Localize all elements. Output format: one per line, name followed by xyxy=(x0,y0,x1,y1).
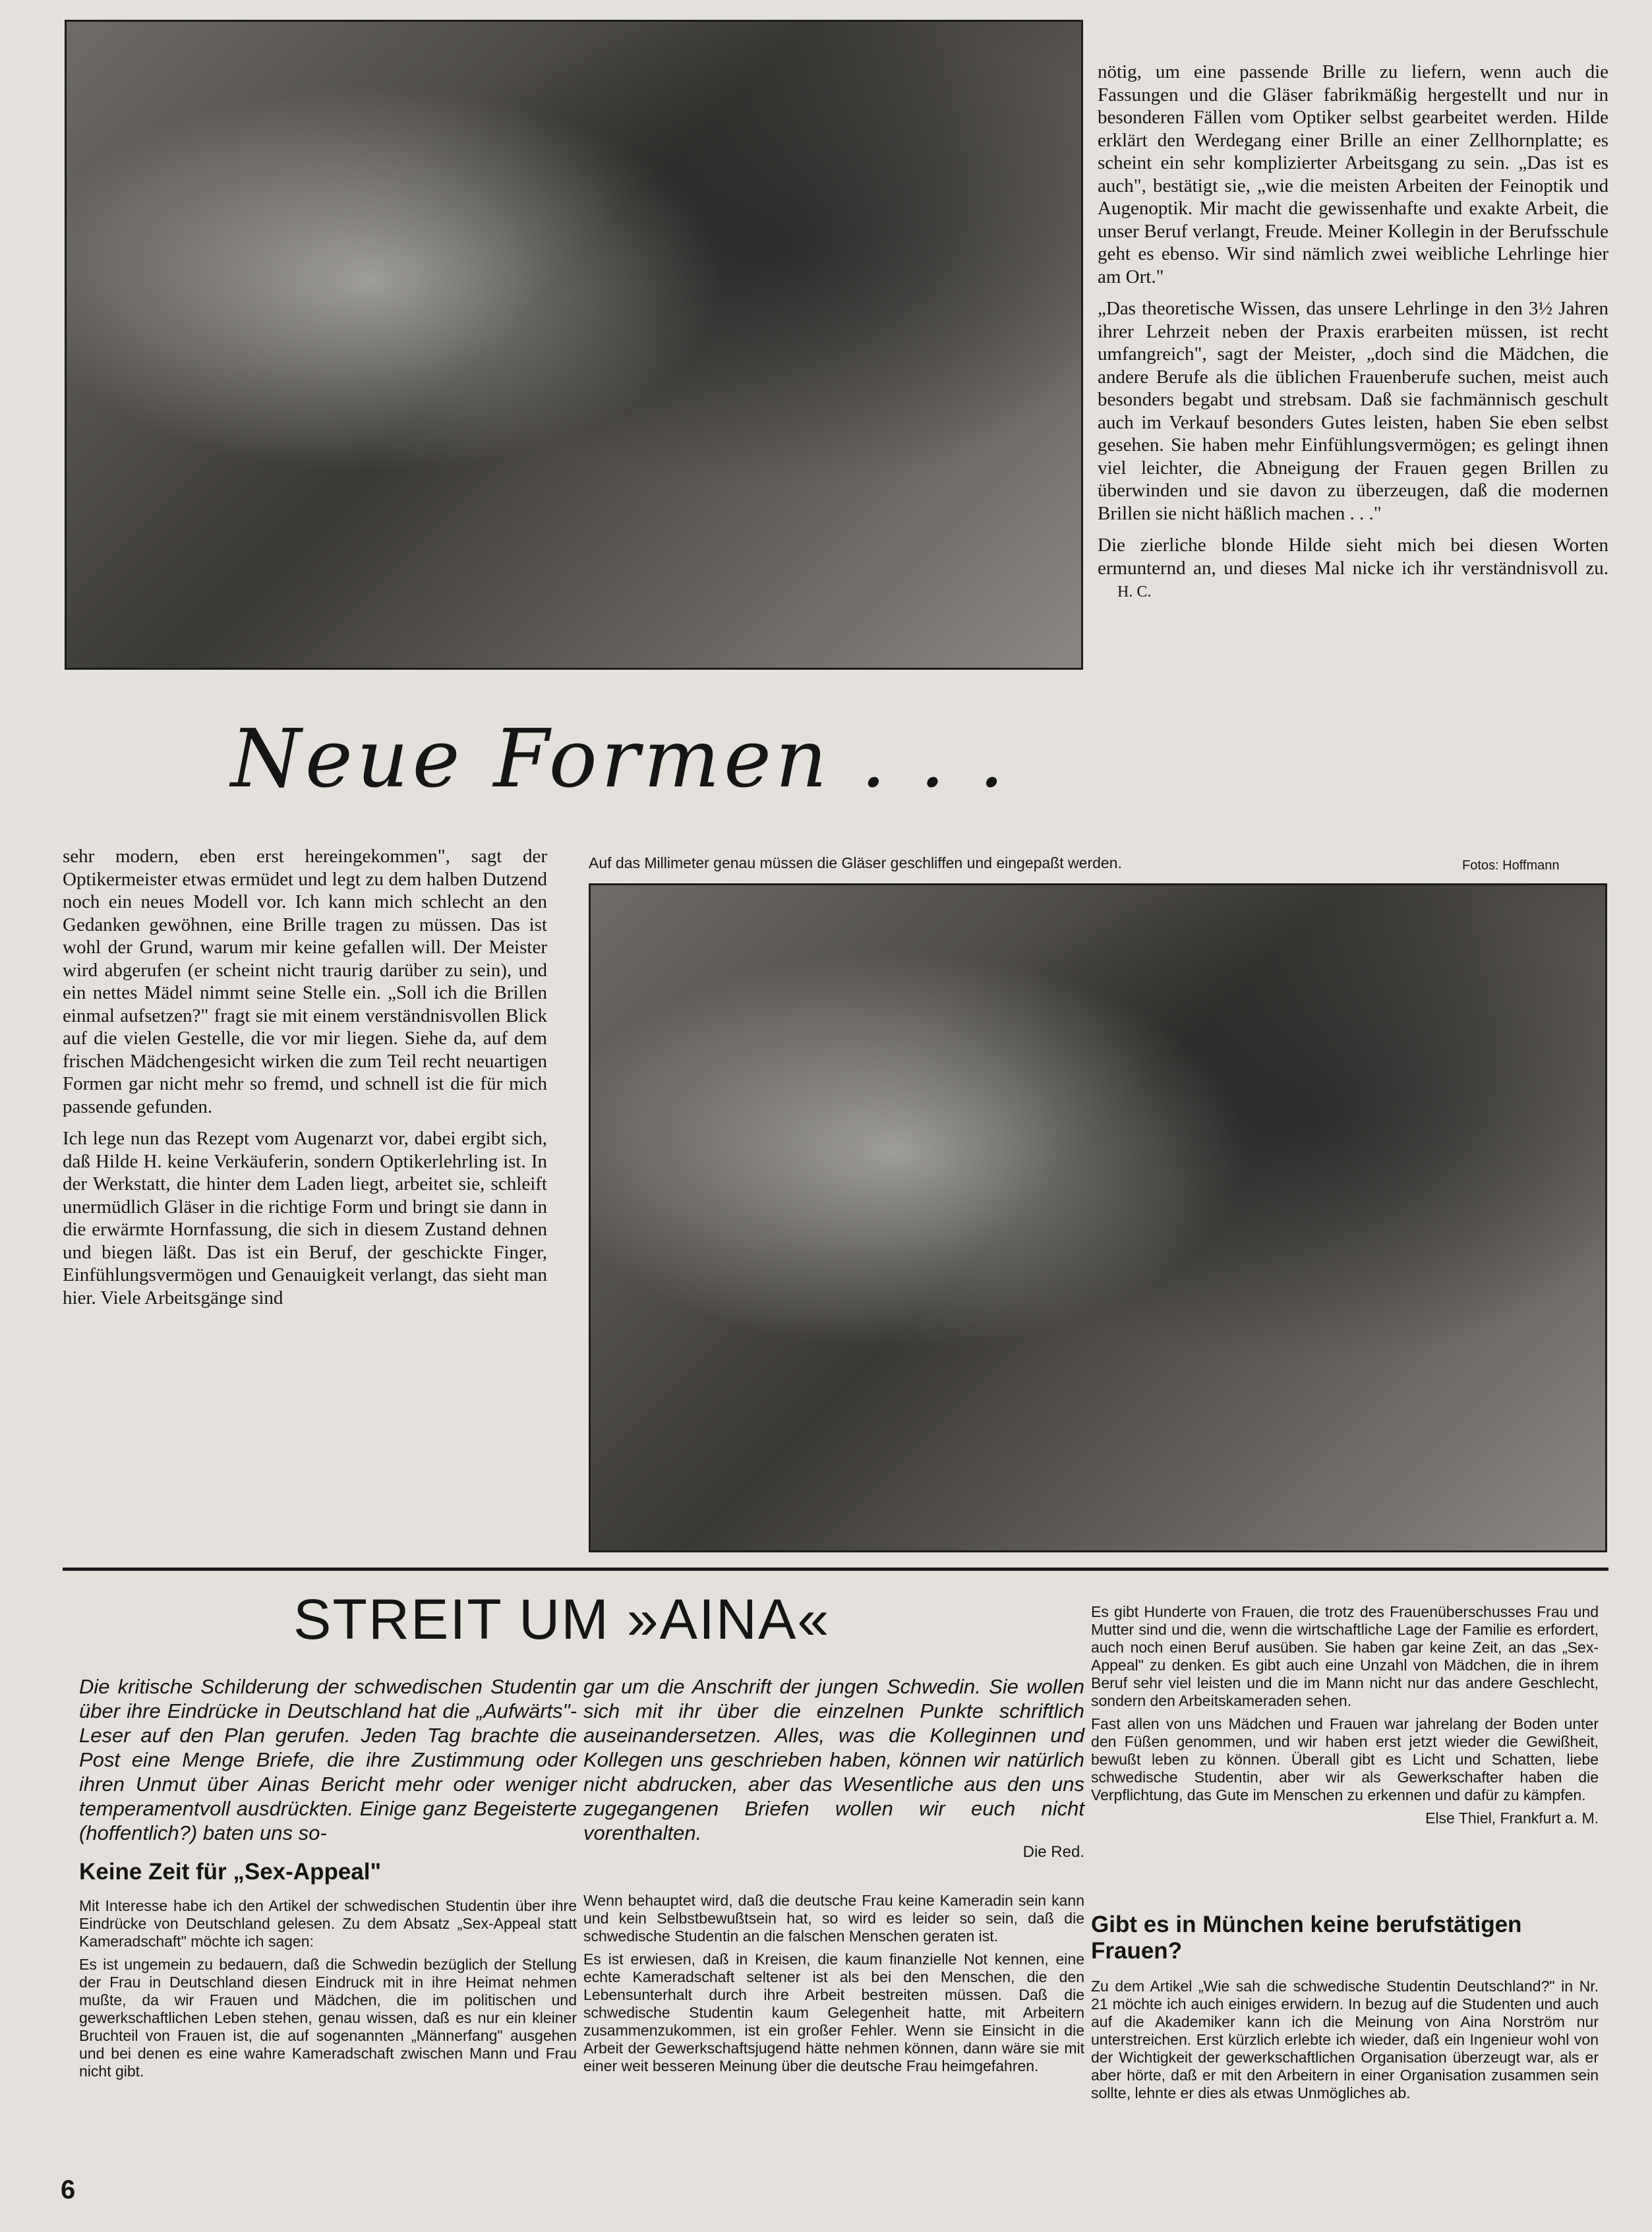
paragraph: Die zierliche blonde Hilde sieht mich bei diesen Worten ermunternd an, und dieses Mal nicke ich ihr verständnisvoll zu. H. C. xyxy=(1098,535,1608,601)
page-number: 6 xyxy=(61,2175,76,2204)
streit-intro-left: Die kritische Schilderung der schwedischen Studentin über ihre Eindrücke in Deutschland hat die „Aufwärts"-Leser auf den Plan gerufen. Jeden Tag brachte die Post eine Menge Briefe, die ihre Zustimmung oder ihren Unmut über Ainas Bericht mehr oder weniger temperamentvoll ausdrückten. Einige ganz Begeisterte (hoffentlich?) baten uns so- xyxy=(79,1675,577,1844)
editor-signature: Die Red. xyxy=(1022,1843,1084,1861)
paragraph: Mit Interesse habe ich den Artikel der schwedischen Studentin über ihre Eindrücke von Deutschland gelesen. Zu dem Absatz „Sex-Appeal statt Kameradschaft" möchte ich sagen: xyxy=(79,1897,577,1950)
paragraph: Es ist ungemein zu bedauern, daß die Schwedin bezüglich der Stellung der Frau in Deutschland diesen Eindruck mit in ihre Heimat nehmen mußte, da wir Frauen und Mädchen, die im politischen und gewerkschaftlichen Leben stehen, genau wissen, daß es nur ein kleiner Bruchteil von Frauen ist, die auf sogenannten „Männerfang" ausgehen und bei denen es eine wahre Kameradschaft zwischen Mann und Frau nicht gibt. xyxy=(79,1956,577,2080)
section-divider xyxy=(63,1568,1608,1571)
paragraph: Wenn behauptet wird, daß die deutsche Frau keine Kameradin sein kann und kein Selbstbewußtsein hat, so wird es leider so sein, daß die schwedische Studentin an die falschen Menschen geraten ist. xyxy=(583,1892,1084,1945)
letter4-text xyxy=(1091,1978,1599,2107)
paragraph: Es gibt Hunderte von Frauen, die trotz des Frauenüberschusses Frau und Mutter sind und die, wenn die wirtschaftliche Lage der Familie es erfordert, auch noch einen Beruf ausüben. Sie haben gar keine Zeit, an das „Sex-Appeal" zu denken. Es gibt auch eine Unzahl von Mädchen, die in ihrem Beruf sehr viel leisten und die im Mann nicht nur das andere Geschlecht, sondern den Arbeitskameraden sehen. xyxy=(1091,1603,1599,1709)
paragraph: „Das theoretische Wissen, das unsere Lehrlinge in den 3½ Jahren ihrer Lehrzeit neben der Praxis erarbeiten müssen, ist recht umfangreich", sagt der Meister, „doch sind die Mädchen, die andere Berufe als die üblichen Frauenberufe suchen, meist auch besonders begabt und strebsam. Daß sie fachmännisch geschult auch im Verkauf besonders Gutes leisten, haben Sie eben selbst gesehen. Sie haben mehr Einfühlungsvermögen; es gelingt ihnen viel leichter, die Abneigung der Frauen gegen Brillen zu überwinden und sie davon zu überzeugen, daß die modernen Brillen sie nicht häßlich machen . . ." xyxy=(1098,298,1608,524)
paragraph: nötig, um eine passende Brille zu liefern, wenn auch die Fassungen und die Gläser fabrikmäßig hergestellt und nur in besonderen Fällen vom Optiker selbst gearbeitet werden. Hilde erklärt den Werdegang einer Brille an einer Zellhornplatte; es scheint ein sehr komplizierter Arbeitsgang zu sein. „Das ist es auch", bestätigt sie, „wie die meisten Arbeiten der Feinoptik und Augenoptik. Mir macht die gewissenhafte und exakte Arbeit, die unser Beruf verlangt, Freude. Meiner Kollegin in der Berufsschule geht es ebenso. Wir sind nämlich zwei weibliche Lehrlinge hier am Ort." xyxy=(1098,61,1608,287)
photo-lens-grinding-apprentices xyxy=(589,883,1607,1552)
streit-intro-mid: gar um die Anschrift der jungen Schwedin. Sie wollen sich mit ihr über die einzelnen Punkte schriftlich auseinandersetzen. Alles, was die Kolleginnen und Kollegen uns geschrieben haben, können wir natürlich nicht abdrucken, aber das Wesentliche aus den uns zugegangenen Briefen wollen wir euch nicht vorenthalten. Die Red. xyxy=(583,1674,1084,1864)
letter3-text xyxy=(1091,1603,1599,1827)
paragraph: sehr modern, eben erst hereingekommen", sagt der Optikermeister etwas ermüdet und legt zu dem halben Dutzend noch ein neues Modell vor. Ich kann mich schlecht an den Gedanken gewöhnen, eine Brille tragen zu müssen. Das ist wohl der Grund, warum mir keine gefallen will. Der Meister wird abgerufen (er scheint nicht traurig darüber zu sein), und ein nettes Mädel nimmt seine Stelle ein. „Soll ich die Brillen einmal aufsetzen?" fragt sie mit einem verständnisvollen Blick auf die vielen Gestelle, die vor mir liegen. Siehe da, auf dem frischen Mädchengesicht wirken die zum Teil recht neuartigen Formen gar nicht mehr so fremd, und schnell ist die für mich passende gefunden. xyxy=(63,846,547,1117)
paragraph: Es ist erwiesen, daß in Kreisen, die kaum finanzielle Not kennen, eine echte Kameradschaft seltener ist als bei den Menschen, die den Lebensunterhalt durch ihre Arbeit bestreiten müssen. Daß die schwedische Studentin kaum Gelegenheit hatte, mit Arbeitern zusammenzukommen, ist ein großer Fehler. Wenn sie Einsicht in die Arbeit der Gewerkschaftsjugend hätte nehmen können, dann wäre sie mit einer weit besseren Meinung über die deutsche Frau heimgefahren. xyxy=(583,1951,1084,2074)
paragraph: Zu dem Artikel „Wie sah die schwedische Studentin Deutschland?" in Nr. 21 möchte ich auch einiges erwidern. In bezug auf die Studenten und auch auf die Akademiker kann ich die Meinung von Aina Norström nur unterstreichen. Erst kürzlich erlebte ich wieder, daß ein Ingenieur wohl von der Wichtigkeit der gewerkschaftlichen Organisation überzeugt war, als er aber hörte, daß er mit den Arbeitern in einer Organisation zusammen sein sollte, lehnte er dies als etwas Unmögliches ab. xyxy=(1091,1978,1599,2101)
article-title: Neue Formen . . . xyxy=(231,712,1009,806)
streit-headline: STREIT UM »AINA« xyxy=(293,1588,831,1651)
left-column-text xyxy=(63,845,547,1318)
photo-credit: Fotos: Hoffmann xyxy=(1462,858,1560,873)
paragraph: Fast allen von uns Mädchen und Frauen war jahrelang der Boden unter den Füßen genommen, und wir haben erst jetzt wieder die Gewißheit, bewußt leben zu können. Überall gibt es Licht und Schatten, liebe schwedische Studentin, aber wir als Gewerkschafter haben die Verpflichtung, das Gute im Menschen zu erkennen und dafür zu kämpfen. xyxy=(1091,1715,1599,1804)
letter4-heading: Gibt es in München keine berufstätigen Frauen? xyxy=(1091,1912,1522,1964)
signature: H. C. xyxy=(1117,583,1152,601)
paragraph: Ich lege nun das Rezept vom Augenarzt vor, dabei ergibt sich, daß Hilde H. keine Verkäuferin, sondern Optikerlehrling ist. In der Werkstatt, die hinter dem Laden liegt, arbeitet sie, schleift unermüdlich Gläser in die richtige Form und bringt sie dann in die erwärmte Hornfassung, die sich in diesem Zustand dehnen und biegen läßt. Das ist ein Beruf, der geschickte Finger, Einfühlungsvermögen und Genauigkeit verlangt, das sieht man hier. Viele Arbeitsgänge sind xyxy=(63,1128,547,1308)
photo-optician-fitting-glasses xyxy=(65,20,1083,670)
right-column-text xyxy=(1098,61,1608,613)
photo-caption: Auf das Millimeter genau müssen die Gläser geschliffen und eingepaßt werden. xyxy=(589,854,1122,871)
letter2-text xyxy=(583,1892,1084,2080)
letter1-text xyxy=(79,1897,577,2086)
letter1-heading: Keine Zeit für „Sex-Appeal" xyxy=(79,1859,382,1885)
letter3-signature: Else Thiel, Frankfurt a. M. xyxy=(1425,1809,1599,1827)
